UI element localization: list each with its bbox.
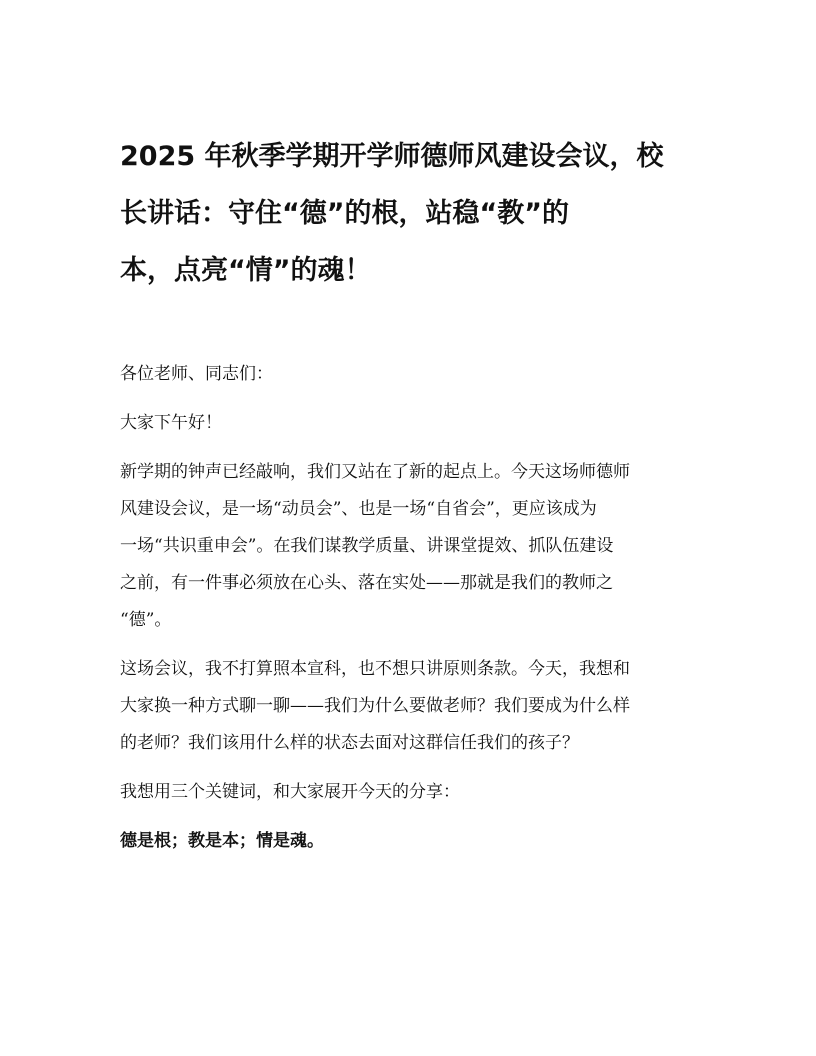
greeting bbox=[120, 405, 700, 442]
paragraph bbox=[120, 774, 700, 811]
text-line: 我想用三个关键词，和大家展开今天的分享： bbox=[120, 782, 460, 802]
document-body bbox=[120, 356, 700, 872]
text-line: 的老师？我们该用什么样的状态去面对这群信任我们的孩子？ bbox=[120, 733, 579, 753]
paragraph bbox=[120, 454, 700, 639]
text-line: 之前，有一件事必须放在心头、落在实处——那就是我们的教师之 bbox=[120, 573, 613, 593]
text-line: 各位老师、同志们： bbox=[120, 364, 273, 384]
title-line: 2025 年秋季学期开学师德师风建设会议，校 bbox=[120, 141, 664, 172]
text-line: 新学期的钟声已经敲响，我们又站在了新的起点上。今天这场师德师 bbox=[120, 462, 630, 482]
paragraph bbox=[120, 651, 700, 762]
text-line: 这场会议，我不打算照本宣科，也不想只讲原则条款。今天，我想和 bbox=[120, 659, 630, 679]
title-line: 长讲话：守住“德”的根，站稳“教”的 bbox=[120, 198, 569, 229]
title-line: 本，点亮“情”的魂！ bbox=[120, 255, 372, 286]
text-line: 大家换一种方式聊一聊——我们为什么要做老师？我们要成为什么样 bbox=[120, 696, 630, 716]
text-line: “德”。 bbox=[120, 610, 172, 630]
text-line: 德是根；教是本；情是魂。 bbox=[120, 831, 324, 851]
text-line: 大家下午好！ bbox=[120, 413, 222, 433]
text-line: 一场“共识重申会”。在我们谋教学质量、讲课堂提效、抓队伍建设 bbox=[120, 536, 614, 556]
key-phrase bbox=[120, 823, 700, 860]
document-title bbox=[120, 128, 700, 299]
text-line: 风建设会议，是一场“动员会”、也是一场“自省会”，更应该成为 bbox=[120, 499, 597, 519]
salutation bbox=[120, 356, 700, 393]
